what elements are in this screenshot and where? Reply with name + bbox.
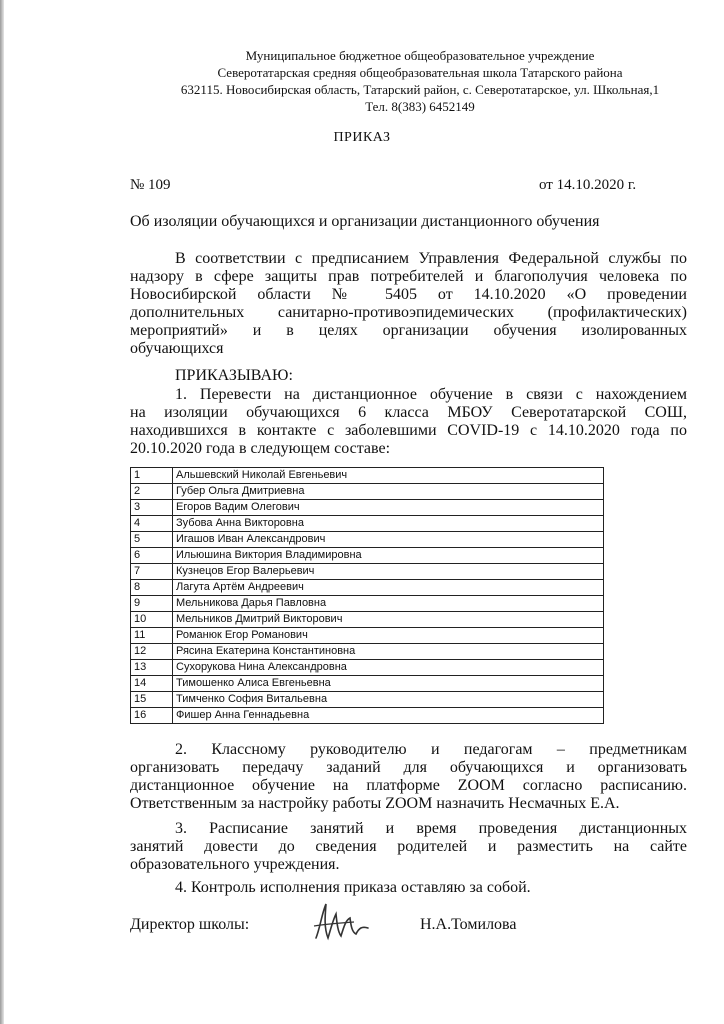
student-name: Игашов Иван Александрович bbox=[173, 532, 604, 548]
table-row bbox=[131, 500, 604, 516]
item-1-paragraph bbox=[130, 386, 687, 458]
intro-line: В соответствии с предписанием Управления Федеральной службы по bbox=[175, 250, 687, 267]
student-name: Кузнецов Егор Валерьевич bbox=[173, 564, 604, 580]
director-name: Н.А.Томилова bbox=[420, 916, 517, 933]
phone-line: Тел. 8(383) 6452149 bbox=[365, 99, 475, 114]
table-row bbox=[131, 516, 604, 532]
item-1-line: 20.10.2020 года в следующем составе: bbox=[130, 440, 391, 457]
order-number: № 109 bbox=[130, 177, 171, 193]
student-name: Альшевский Николай Евгеньевич bbox=[173, 468, 604, 484]
student-name: Тимошенко Алиса Евгеньевна bbox=[173, 676, 604, 692]
table-row bbox=[131, 468, 604, 484]
table-row bbox=[131, 692, 604, 708]
student-number: 3 bbox=[131, 500, 173, 516]
intro-line: обучающихся bbox=[130, 340, 224, 357]
order-subject: Об изоляции обучающихся и организации дистанционного обучения bbox=[130, 213, 600, 230]
student-number: 7 bbox=[131, 564, 173, 580]
student-number: 4 bbox=[131, 516, 173, 532]
student-number: 11 bbox=[131, 628, 173, 644]
item-4-paragraph bbox=[130, 879, 687, 897]
item-1-line: 1. Перевести на дистанционное обучение в связи с нахождением bbox=[175, 386, 687, 403]
table-row bbox=[131, 644, 604, 660]
item-3-line: 3. Расписание занятий и время проведения дистанционных bbox=[175, 820, 687, 837]
item-2-line: 2. Классному руководителю и педагогам – предметникам bbox=[175, 741, 687, 758]
table-row bbox=[131, 708, 604, 724]
student-name: Мельникова Дарья Павловна bbox=[173, 596, 604, 612]
student-number: 1 bbox=[131, 468, 173, 484]
table-row bbox=[131, 660, 604, 676]
student-name: Ильюшина Виктория Владимировна bbox=[173, 548, 604, 564]
table-row bbox=[131, 596, 604, 612]
item-1-line: на изоляции обучающихся 6 класса МБОУ Северотатарской СОШ, bbox=[130, 404, 687, 421]
item-2-line: дистанционное обучение на платформе ZOOM согласно расписанию. bbox=[130, 777, 687, 794]
table-row bbox=[131, 532, 604, 548]
intro-line: Новосибирской области № 5405 от 14.10.2020 «О проведении bbox=[130, 286, 687, 303]
table-row bbox=[131, 580, 604, 596]
student-number: 15 bbox=[131, 692, 173, 708]
student-number: 16 bbox=[131, 708, 173, 724]
student-name: Тимченко София Витальевна bbox=[173, 692, 604, 708]
student-name: Лагута Артём Андреевич bbox=[173, 580, 604, 596]
student-number: 2 bbox=[131, 484, 173, 500]
student-number: 9 bbox=[131, 596, 173, 612]
intro-line: дополнительных санитарно-противоэпидемических (профилактических) bbox=[130, 304, 687, 321]
item-2-paragraph bbox=[130, 741, 687, 813]
student-name: Рясина Екатерина Константиновна bbox=[173, 644, 604, 660]
item-2-line: организовать передачу заданий для обучающихся и организовать bbox=[130, 759, 687, 776]
student-name: Егоров Вадим Олегович bbox=[173, 500, 604, 516]
intro-paragraph bbox=[130, 250, 687, 358]
table-row bbox=[131, 564, 604, 580]
student-name: Зубова Анна Викторовна bbox=[173, 516, 604, 532]
table-row bbox=[131, 548, 604, 564]
order-heading: ПРИКАЗЫВАЮ: bbox=[175, 367, 293, 384]
scan-edge bbox=[0, 0, 4, 1024]
item-3-line: занятий довести до сведения родителей и разместить на сайте bbox=[130, 838, 687, 855]
document-title: ПРИКАЗ bbox=[333, 130, 391, 145]
signature-label: Директор школы: bbox=[130, 916, 250, 933]
item-1-line: находившихся в контакте с заболевшими COVID-19 с 14.10.2020 года по bbox=[130, 422, 687, 439]
item-3-paragraph bbox=[130, 820, 687, 874]
item-2-line: Ответственным за настройку работы ZOOM назначить Несмачных Е.А. bbox=[130, 795, 620, 812]
student-number: 14 bbox=[131, 676, 173, 692]
table-row bbox=[131, 628, 604, 644]
student-number: 12 bbox=[131, 644, 173, 660]
table-row bbox=[131, 484, 604, 500]
handwritten-signature bbox=[306, 898, 376, 948]
intro-line: надзору в сфере защиты прав потребителей и благополучия человека по bbox=[130, 268, 687, 285]
student-number: 10 bbox=[131, 612, 173, 628]
student-number: 13 bbox=[131, 660, 173, 676]
intro-line: мероприятий» и в целях организации обучения изолированных bbox=[130, 322, 687, 339]
order-date: от 14.10.2020 г. bbox=[539, 177, 637, 193]
student-name: Губер Ольга Дмитриевна bbox=[173, 484, 604, 500]
item-4-line: 4. Контроль исполнения приказа оставляю за собой. bbox=[175, 879, 531, 896]
student-number: 6 bbox=[131, 548, 173, 564]
table-row bbox=[131, 612, 604, 628]
students-table bbox=[130, 467, 604, 724]
school-name-line: Северотатарская средняя общеобразовательная школа Татарского района bbox=[217, 65, 623, 80]
student-name: Сухорукова Нина Александровна bbox=[173, 660, 604, 676]
student-name: Мельников Дмитрий Викторович bbox=[173, 612, 604, 628]
address-line: 632115. Новосибирская область, Татарский район, с. Северотатарское, ул. Школьная,1 bbox=[180, 82, 660, 97]
student-number: 8 bbox=[131, 580, 173, 596]
item-3-line: образовательного учреждения. bbox=[130, 856, 340, 873]
org-name-line: Муниципальное бюджетное общеобразовательное учреждение bbox=[245, 48, 595, 63]
student-number: 5 bbox=[131, 532, 173, 548]
student-name: Романюк Егор Романович bbox=[173, 628, 604, 644]
student-name: Фишер Анна Геннадьевна bbox=[173, 708, 604, 724]
table-row bbox=[131, 676, 604, 692]
